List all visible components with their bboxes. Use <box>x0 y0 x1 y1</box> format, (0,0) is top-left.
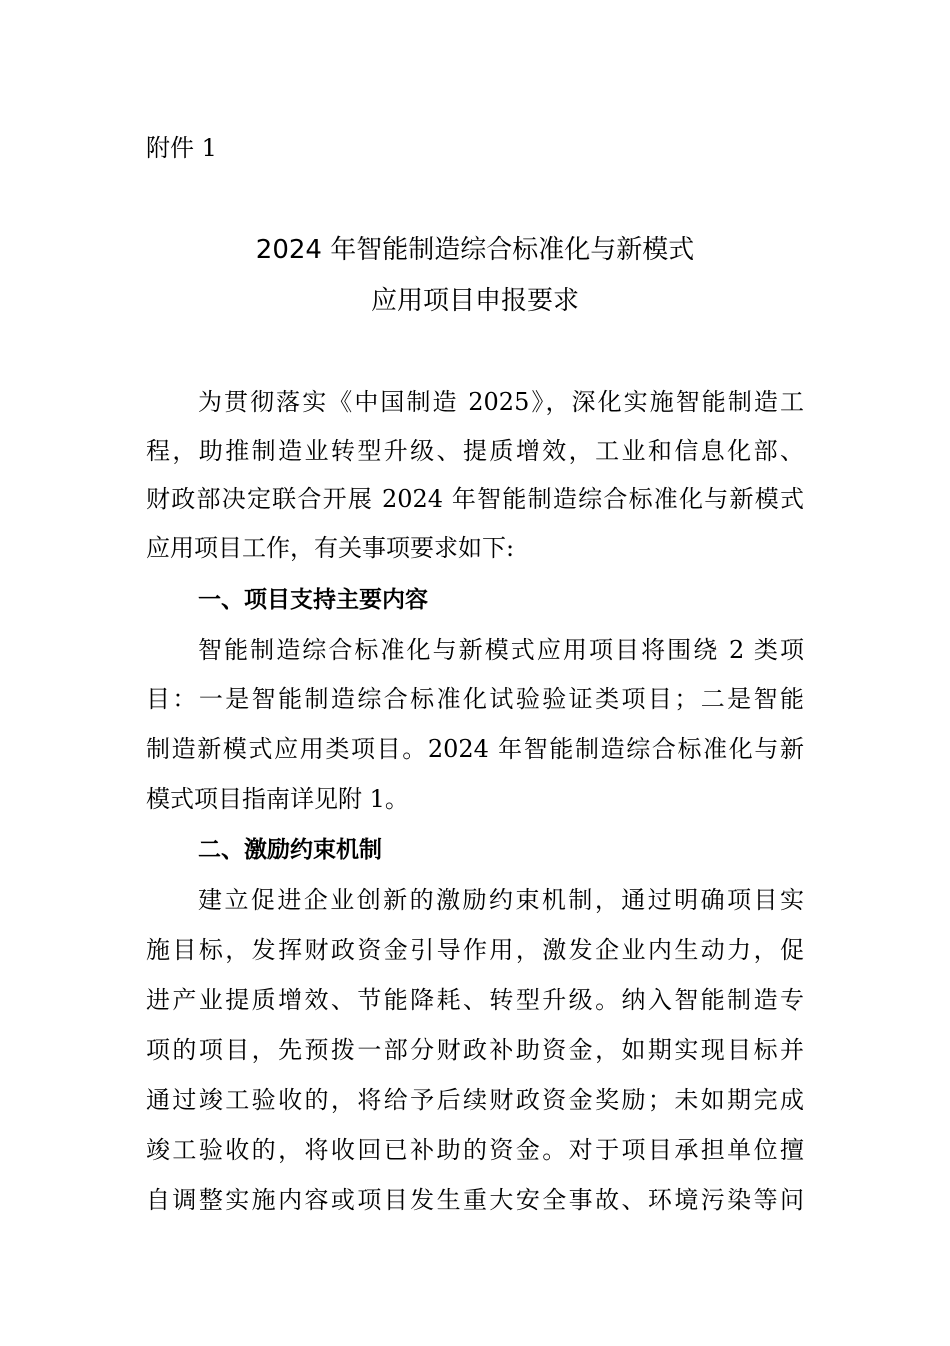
section-2-heading: 二、激励约束机制 <box>198 837 382 863</box>
section-2-line: 建立促进企业创新的激励约束机制，通过明确项目实 <box>198 886 804 914</box>
section-2-line: 通过竣工验收的，将给予后续财政资金奖励；未如期完成 <box>146 1086 804 1114</box>
section-2-line: 进产业提质增效、节能降耗、转型升级。纳入智能制造专 <box>146 986 804 1014</box>
section-1-line: 模式项目指南详见附 1。 <box>146 785 409 813</box>
section-2-line: 项的项目，先预拨一部分财政补助资金，如期实现目标并 <box>146 1036 804 1064</box>
section-1-line: 目：一是智能制造综合标准化试验验证类项目；二是智能 <box>146 685 804 713</box>
attachment-label: 附件 1 <box>146 134 217 162</box>
intro-line: 财政部决定联合开展 2024 年智能制造综合标准化与新模式 <box>146 485 804 513</box>
document-title-line-1: 2024 年智能制造综合标准化与新模式 <box>255 235 695 265</box>
intro-line: 应用项目工作，有关事项要求如下: <box>146 534 515 562</box>
intro-line: 为贯彻落实《中国制造 2025》，深化实施智能制造工 <box>198 388 804 416</box>
intro-line: 程，助推制造业转型升级、提质增效，工业和信息化部、 <box>146 437 804 465</box>
section-2-line: 竣工验收的，将收回已补助的资金。对于项目承担单位擅 <box>146 1136 804 1164</box>
document-title-line-2: 应用项目申报要求 <box>370 286 579 316</box>
section-1-line: 智能制造综合标准化与新模式应用项目将围绕 2 类项 <box>198 636 804 664</box>
section-1-line: 制造新模式应用类项目。2024 年智能制造综合标准化与新 <box>146 735 804 763</box>
section-2-line: 施目标，发挥财政资金引导作用，激发企业内生动力，促 <box>146 936 804 964</box>
section-2-line: 自调整实施内容或项目发生重大安全事故、环境污染等问 <box>146 1186 804 1214</box>
section-1-heading: 一、项目支持主要内容 <box>198 587 428 613</box>
